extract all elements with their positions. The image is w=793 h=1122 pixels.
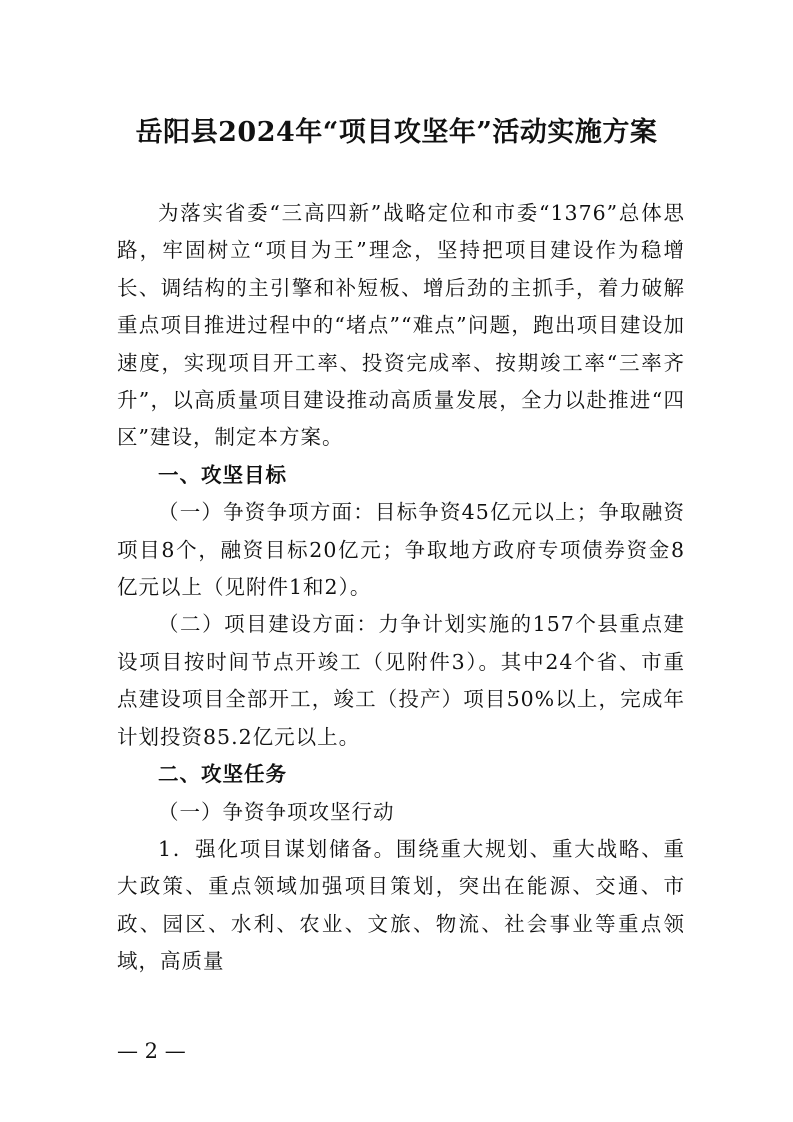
- section-heading-tasks: 二、攻坚任务: [158, 762, 287, 787]
- goal-item-construction: （二）项目建设方面：力争计划实施的157个县重点建设项目按时间节点开竣工（见附件3）。其中24个省、市重点建设项目全部开工，竣工（投产）项目50%以上，完成年计划投资85.2亿元以上。: [117, 612, 685, 749]
- intro-paragraph: 为落实省委“三高四新”战略定位和市委“1376”总体思路，牢固树立“项目为王”理念，坚持把项目建设作为稳增长、调结构的主引擎和补短板、增后劲的主抓手，着力破解重点项目推进过程中的“堵点”“难点”问题，跑出项目建设加速度，实现项目开工率、投资完成率、按期竣工率“三率齐升”，以高质量项目建设推动高质量发展，全力以赴推进“四区”建设，制定本方案。: [117, 201, 685, 450]
- document-title: 岳阳县2024年“项目攻坚年”活动实施方案: [135, 117, 658, 148]
- task-subheading-funding: （一）争资争项攻坚行动: [158, 799, 395, 824]
- goal-item-funding: （一）争资争项方面：目标争资45亿元以上；争取融资项目8个，融资目标20亿元；争取地方政府专项债券资金8亿元以上（见附件1和2）。: [117, 500, 685, 600]
- page-number: — 2 —: [117, 1039, 186, 1063]
- document-body: [117, 195, 685, 981]
- task-paragraph-planning: 1．强化项目谋划储备。围绕重大规划、重大战略、重大政策、重点领域加强项目策划，突出在能源、交通、市政、园区、水利、农业、文旅、物流、社会事业等重点领域，高质量: [117, 836, 685, 974]
- section-heading-goals: 一、攻坚目标: [158, 462, 287, 487]
